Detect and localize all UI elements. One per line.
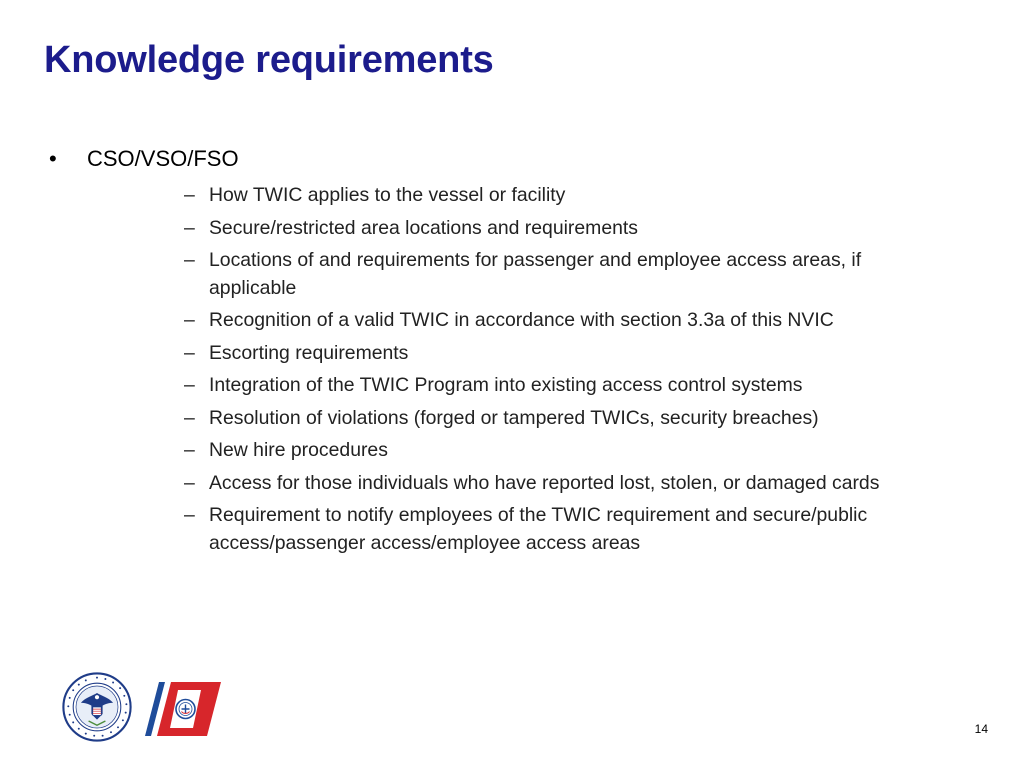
- bullet-marker: •: [49, 146, 57, 171]
- dash-marker: –: [184, 341, 195, 364]
- sub-bullet-list: [40, 182, 940, 557]
- sub-bullet-item: [40, 340, 929, 368]
- sub-bullet-item: [40, 372, 929, 400]
- sub-bullet-item: [40, 182, 929, 210]
- sub-bullet-text: Requirement to notify employees of the TWIC requirement and secure/public access/passenger access/employee access areas: [209, 504, 868, 554]
- sub-bullet-item: [40, 215, 929, 243]
- dash-marker: –: [184, 439, 195, 461]
- sub-bullet-item: [40, 502, 929, 557]
- sub-bullet-text: Recognition of a valid TWIC in accordance with section 3.3a of this NVIC: [209, 309, 834, 331]
- bullet-text: CSO/VSO/FSO: [87, 146, 239, 171]
- coast-guard-racing-stripe-icon: [145, 682, 221, 736]
- sub-bullet-text: Escorting requirements: [209, 341, 409, 364]
- slide-content: [40, 144, 940, 562]
- sub-bullet-text: How TWIC applies to the vessel or facility: [209, 184, 566, 206]
- page-number: 14: [974, 722, 988, 736]
- dhs-seal-icon: [62, 672, 132, 742]
- dash-marker: –: [184, 374, 195, 396]
- sub-bullet-text: Resolution of violations (forged or tampered TWICs, security breaches): [209, 406, 819, 429]
- sub-bullet-text: New hire procedures: [209, 439, 388, 461]
- sub-bullet-item: [40, 307, 929, 335]
- dash-marker: –: [184, 406, 195, 429]
- slide-title: Knowledge requirements: [44, 39, 494, 81]
- sub-bullet-text: Secure/restricted area locations and requirements: [209, 216, 638, 239]
- bullet-item: [40, 144, 940, 174]
- dash-marker: –: [184, 249, 195, 271]
- sub-bullet-item: [40, 470, 929, 498]
- sub-bullet-item: [40, 405, 929, 433]
- sub-bullet-text: Access for those individuals who have reported lost, stolen, or damaged cards: [209, 471, 880, 494]
- dash-marker: –: [184, 471, 195, 494]
- dash-marker: –: [184, 216, 195, 239]
- sub-bullet-text: Locations of and requirements for passenger and employee access areas, if applicable: [209, 249, 862, 299]
- dash-marker: –: [184, 504, 195, 526]
- sub-bullet-text: Integration of the TWIC Program into existing access control systems: [209, 374, 803, 396]
- sub-bullet-item: [40, 247, 929, 302]
- dash-marker: –: [184, 184, 195, 206]
- sub-bullet-item: [40, 437, 929, 465]
- dash-marker: –: [184, 309, 195, 331]
